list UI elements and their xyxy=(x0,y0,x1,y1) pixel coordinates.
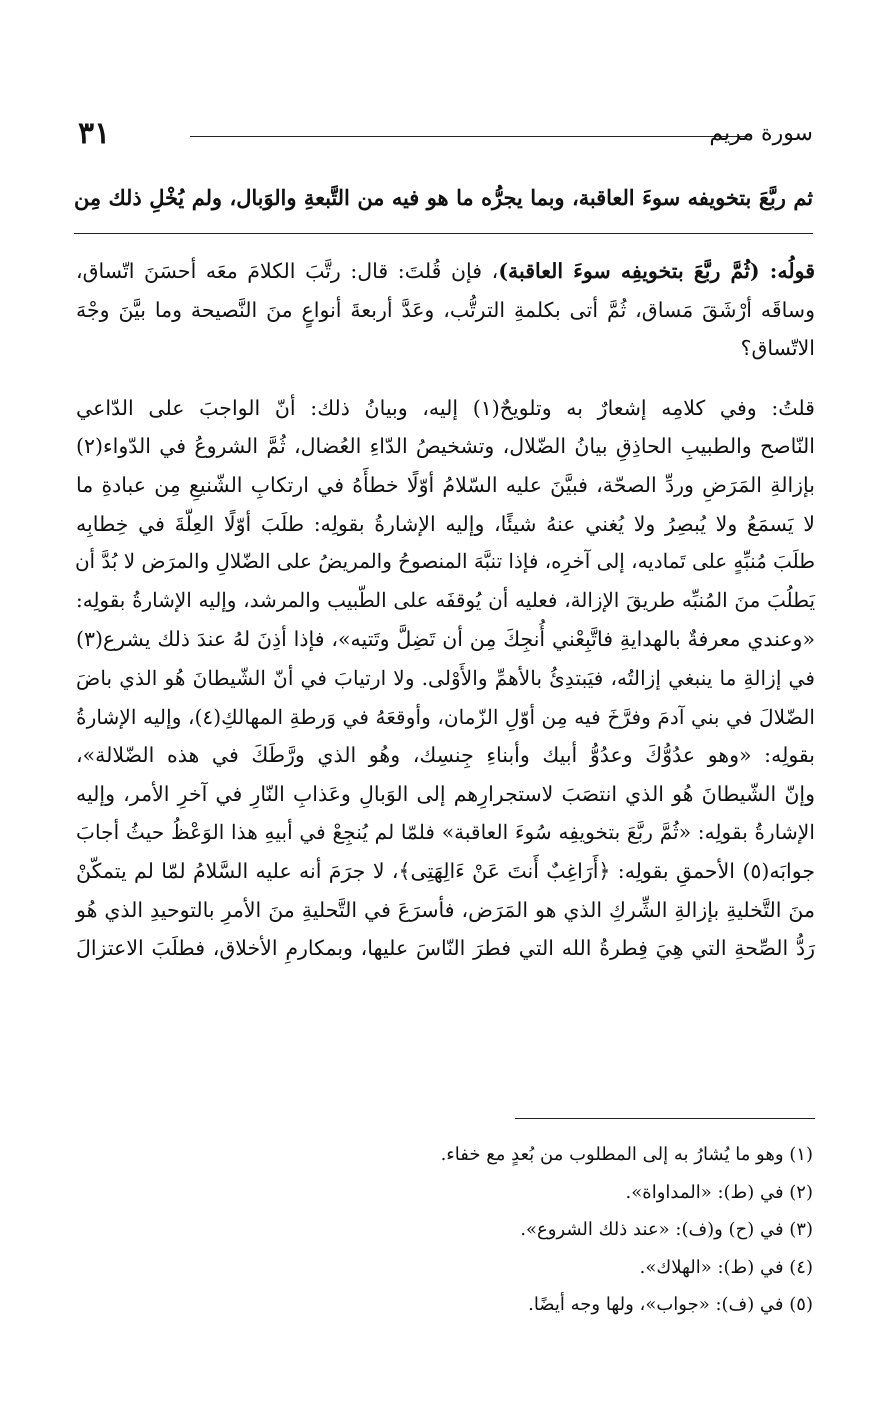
footnote-1: (١) وهو ما يُشارُ به إلى المطلوب من بُعدٍ مع خفاء. xyxy=(440,1144,813,1165)
footnote-divider xyxy=(515,1118,815,1119)
paragraph-line: قولُه: (ثُمَّ ربَّعَ بتخويفِه سوءَ العاقبة)، فإن قُلتَ: قال: رتَّبَ الكلامَ معَه أحسَنَ اتّساق، xyxy=(76,259,815,283)
paragraph-line: طلَبَ مُنبِّهٍ على تَماديه، إلى آخرِه، فإذا تنبَّهَ المنصوحُ والمريضُ على الضّلالِ والمرَض لا بُدَّ أن xyxy=(74,550,815,574)
running-head xyxy=(78,118,813,154)
paragraph-answer xyxy=(76,389,815,968)
paragraph-line: بقولِه: «وهو عدُوُّكَ وعدُوُّ أبيك وأبناءِ جِنسِك، وهُو الذي ورَّطَكَ في هذه الضّلالة»، xyxy=(76,743,815,768)
paragraph-line: الاتّساق؟ xyxy=(740,336,815,361)
footnote-5: (٥) في (ف): «جواب»، ولها وجه أيضًا. xyxy=(528,1294,813,1315)
paragraph-line: في إزالةِ ما ينبغي إزالتُه، فيَبتدِئُ بالأهمِّ والأَوْلى. ولا ارتيابَ في أنّ الشّيطانَ هُو الذي باضَ xyxy=(76,665,815,690)
footnote-4: (٤) في (ط): «الهلاك». xyxy=(639,1256,813,1278)
paragraph-line: «وعندي معرفةٌ بالهدايةِ فاتَّبِعْني أُنجِكَ مِن أن تَضِلَّ وتَتيه»، فإذا أذِنَ لهُ عندَ ذلك يشرع(٣) xyxy=(76,627,815,652)
paragraph-line: بإزالةِ المَرَضِ وردِّ الصحّة، فبيَّنَ عليه السّلامُ أوّلًا خطأَهُ في ارتكابِ الشّنيعِ مِن عبادةِ ما xyxy=(76,472,815,497)
paragraph-question xyxy=(76,252,815,368)
commentary xyxy=(76,252,815,968)
paragraph-line: الإشارةُ بقولِه: «ثُمَّ ربَّعَ بتخويفِه سُوءَ العاقبة» فلمّا لم يُنجِعْ في أبيهِ هذا الوَعْظُ حيثُ أجابَ xyxy=(76,820,815,845)
paragraph-line: وساقَه أرْشَقَ مَساق، ثُمَّ أتى بكلمةِ الترتُّب، وعَدَّ أربعةَ أنواعٍ منَ النَّصيحة وما بيَّنَ وجْهَ xyxy=(76,297,815,322)
page-number: ٣١ xyxy=(78,116,111,151)
quoted-lemma: قولُه: (ثُمَّ ربَّعَ بتخويفِه سوءَ العاقبة) xyxy=(498,259,815,283)
surah-title: سورة مريم xyxy=(709,121,813,146)
paragraph-line: جوابَه(٥) الأحمقِ بقولِه: ﴿أَرَاغِبٌ أَنتَ عَنْ ءَالِهَتِى﴾، لا جرَمَ أنه عليه السَّلامُ لمّا لم يتمكّنْ xyxy=(76,858,815,883)
paragraph-line: لا يَسمَعُ ولا يُبصِرُ ولا يُغني عنهُ شيئًا، وإليه الإشارةُ بقولِه: طلَبَ أوّلًا العِلّةَ في خِطابِه xyxy=(76,511,815,536)
matn-divider xyxy=(74,233,813,234)
paragraph-line: وإنّ الشّيطانَ هُو الذي انتصَبَ لاستجرارِهم إلى الوَبالِ وعَذابِ النّارِ في آخرِ الأمر، وإليه xyxy=(76,781,815,806)
footnote-3: (٣) في (ح) و(ف): «عند ذلك الشروع». xyxy=(520,1219,813,1240)
footnotes xyxy=(80,1136,813,1324)
header-rule xyxy=(190,136,750,137)
footnote-2: (٢) في (ط): «المداواة». xyxy=(625,1181,813,1203)
matn-text: ثم ربَّعَ بتخويفه سوءَ العاقبة، وبما يجرُّه ما هو فيه من التَّبعةِ والوَبال، ولم يُخْلِ ذلك مِن xyxy=(74,185,813,210)
paragraph-line: منَ التَّخليةِ بإزالةِ الشِّركِ الذي هو المَرَض، فأسرَعَ في التَّحليةِ منَ الأمرِ بالتوحيدِ الذي هُو xyxy=(76,897,815,922)
paragraph-line: النّاصح والطبيبِ الحاذِقِ بيانُ الضّلال، وتشخيصُ الدّاءِ العُضال، ثُمَّ الشروعُ في الدّواء(٢) xyxy=(76,434,815,459)
paragraph-line: قلتُ: وفي كلامِه إشعارٌ به وتلويحٌ(١) إليه، وبيانُ ذلك: أنّ الواجبَ على الدّاعي xyxy=(76,395,815,420)
paragraph-line: رَدُّ الصِّحةِ التي هِيَ فِطرةُ الله التي فطرَ النّاسَ عليها، وبمكارمِ الأخلاق، فطلَبَ الاعتزالَ xyxy=(76,936,815,961)
paragraph-line: يَطلُبَ منَ المُنبِّه طريقَ الإزالة، فعليه أن يُوقفَه على الطّبيب والمرشد، وإليه الإشارةُ بقولِه: xyxy=(76,588,815,612)
paragraph-line: الضّلالَ في بني آدمَ وفرَّخَ فيه مِن أوّلِ الزّمان، وأوقعَهُ في وَرطةِ المهالكِ(٤)، وإليه الإشارةُ xyxy=(76,704,815,729)
